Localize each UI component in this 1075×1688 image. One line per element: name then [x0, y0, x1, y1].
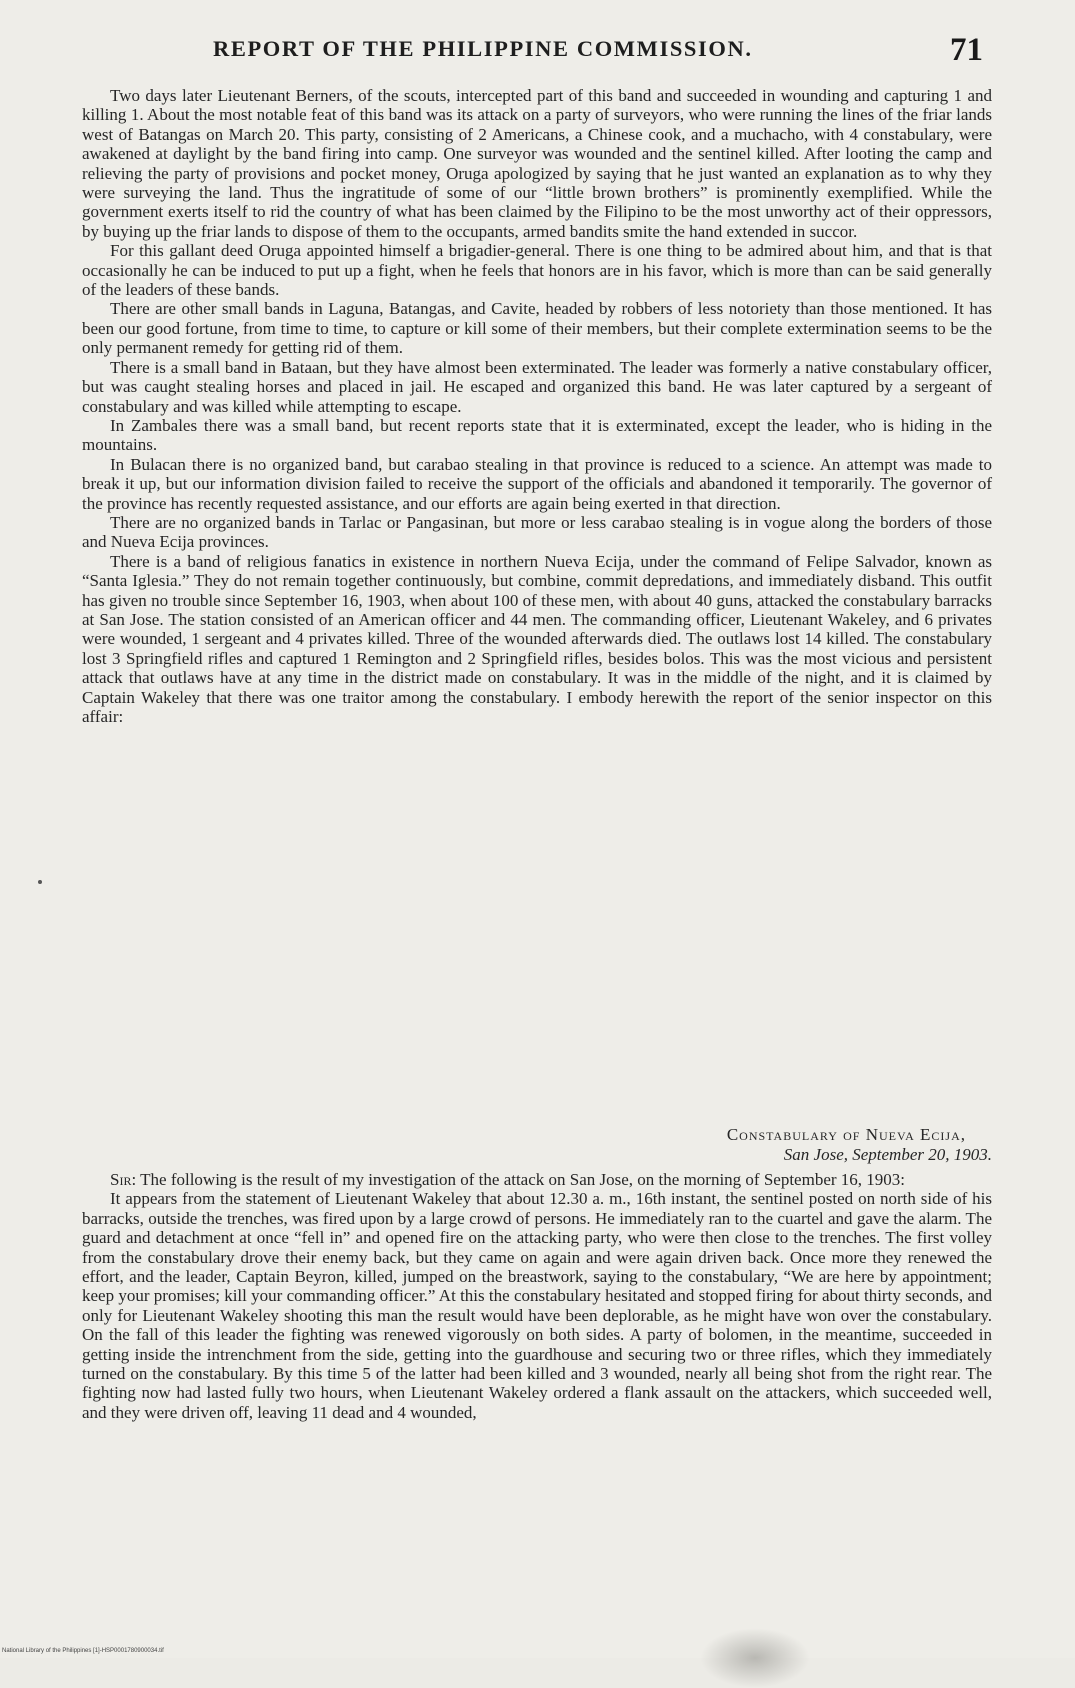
letter-body — [82, 1170, 992, 1422]
scan-credit: National Library of the Philippines [1]-HSP0001780900034.tif — [2, 1648, 164, 1654]
running-head: REPORT OF THE PHILIPPINE COMMISSION. — [213, 36, 753, 61]
letter-paragraph: It appears from the statement of Lieutenant Wakeley that about 12.30 a. m., 16th instant, the sentinel posted on north side of his barracks, outside the trenches, was fired upon by a large crowd of persons. He immediately ran to the cuartel and gave the alarm. The guard and detachment at once “fell in” and opened fire on the attacking party, who were then close to the trenches. The first volley from the constabulary drove their enemy back, but they came on again and were again driven back. Once more they renewed the effort, and the leader, Captain Beyron, killed, jumped on the breastwork, saying to the constabulary, “We are here by appointment; keep your promises; kill your commanding officer.” At this the constabulary hesitated and stopped firing for about thirty seconds, and only for Lieutenant Wakeley shooting this man the result would have been deplorable, as he might have won over the constabulary. On the fall of this leader the fighting was renewed vigorously on both sides. A party of bolomen, in the meantime, succeeded in getting inside the intrenchment from the side, getting into the guardhouse and securing two or three rifles, which they immediately turned on the constabulary. By this time 5 of the latter had been killed and 3 wounded, nearly all being shot from the right rear. The fighting now had lasted fully two hours, when Lieutenant Wakeley ordered a flank assault on the attackers, which succeeded well, and they were driven off, leaving 11 dead and 4 wounded, — [82, 1189, 992, 1422]
paragraph: There is a band of religious fanatics in existence in northern Nueva Ecija, under the command of Felipe Salvador, known as “Santa Iglesia.” They do not remain together continuously, but combine, commit depredations, and immediately disband. This outfit has given no trouble since September 16, 1903, when about 100 of these men, with about 40 guns, attacked the constabulary barracks at San Jose. The station consisted of an American officer and 44 men. The commanding officer, Lieutenant Wakeley, and 6 privates were wounded, 1 sergeant and 4 privates killed. Three of the wounded afterwards died. The outlaws lost 14 killed. The constabulary lost 3 Springfield rifles and captured 1 Remington and 2 Springfield rifles, besides bolos. This was the most vicious and persistent attack that outlaws have at any time in the district made on constabulary. It was in the middle of the night, and it is claimed by Captain Wakeley that there was one traitor among the constabulary. I embody herewith the report of the senior inspector on this affair: — [82, 551, 992, 726]
letter-dateline — [82, 1125, 992, 1165]
body-text — [82, 86, 992, 726]
paragraph: In Bulacan there is no organized band, but carabao stealing in that province is reduced to a science. An attempt was made to break it up, but our information division failed to receive the support of the officials and abandoned it temporarily. The governor of the province has recently requested assistance, and our efforts are again being exerted in that direction. — [82, 454, 992, 513]
paragraph: There is a small band in Bataan, but they have almost been exterminated. The leader was formerly a native constabulary officer, but was caught stealing horses and placed in jail. He escaped and organized this band. He was later captured by a sergeant of constabulary and was killed while attempting to escape. — [82, 357, 992, 416]
paragraph: Two days later Lieutenant Berners, of the scouts, intercepted part of this band and succeeded in wounding and capturing 1 and killing 1. About the most notable feat of this band was its attack on a party of surveyors, who were running the lines of the friar lands west of Batangas on March 20. This party, consisting of 2 Americans, a Chinese cook, and a muchacho, with 4 constabulary, were awakened at daylight by the band firing into camp. One surveyor was wounded and the sentinel killed. After looting the camp and relieving the party of provisions and pocket money, Oruga apologized by saying that he just wanted an explanation as to why they were surveying the land. Thus the ingratitude of some of our “little brown brothers” is prominently exemplified. While the government exerts itself to rid the country of what has been claimed by the Filipino to be the most unworthy act of their oppressors, by buying up the friar lands to dispose of them to the occupants, armed bandits smite the hand extended in succor. — [82, 86, 992, 241]
dateline-organization: Constabulary of Nueva Ecija, — [726, 1125, 966, 1144]
paragraph: In Zambales there was a small band, but recent reports state that it is exterminated, except the leader, who is hiding in the mountains. — [82, 415, 992, 455]
dateline-place-date: San Jose, September 20, 1903. — [783, 1145, 992, 1164]
page-number: 71 — [950, 32, 983, 68]
margin-dot — [38, 880, 42, 884]
paragraph: There are other small bands in Laguna, Batangas, and Cavite, headed by robbers of less notoriety than those mentioned. It has been our good fortune, from time to time, to capture or kill some of their members, but their complete extermination seems to be the only permanent remedy for getting rid of them. — [82, 299, 992, 358]
salutation: Sir: — [110, 1170, 137, 1189]
paragraph: For this gallant deed Oruga appointed himself a brigadier-general. There is one thing to be admired about him, and that is that occasionally he can be induced to put up a fight, when he feels that honors are in his favor, which is more than can be said generally of the leaders of these bands. — [82, 241, 992, 300]
letter-first-paragraph: The following is the result of my investigation of the attack on San Jose, on the morning of September 16, 1903: — [140, 1170, 906, 1189]
paragraph: There are no organized bands in Tarlac or Pangasinan, but more or less carabao stealing is in vogue along the borders of those and Nueva Ecija provinces. — [82, 512, 992, 552]
page-header — [0, 32, 1075, 76]
letter-paragraph — [82, 1170, 992, 1189]
scan-shadow — [700, 1628, 810, 1688]
